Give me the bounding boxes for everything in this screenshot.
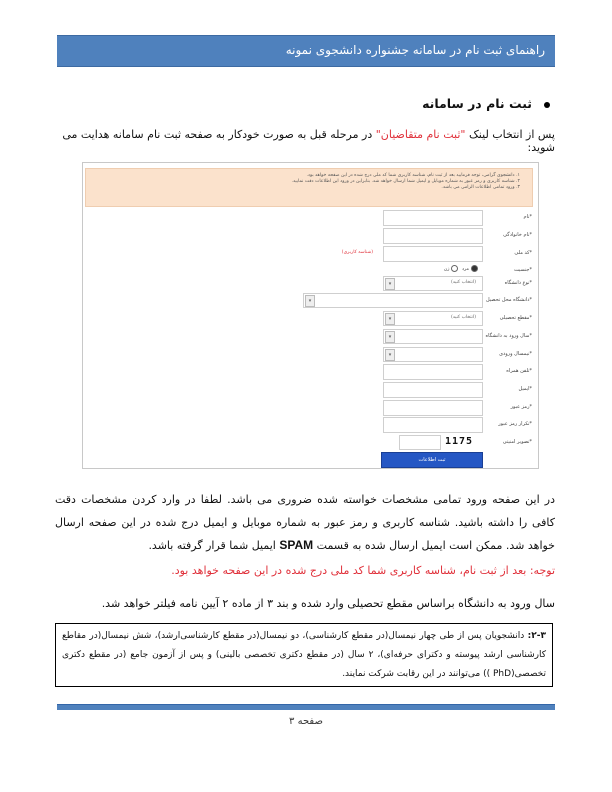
national-code-hint: (شناسه کاربری) xyxy=(341,250,373,255)
select-value: (انتخاب کنید) xyxy=(450,315,476,320)
footer-divider xyxy=(57,704,555,710)
gender-male-radio[interactable] xyxy=(471,265,478,272)
form-row-entry-year xyxy=(83,329,538,347)
register-link-ref: "ثبت نام متقاضیان" xyxy=(375,128,466,141)
bullet-icon xyxy=(544,102,550,108)
form-row-university-type xyxy=(83,276,538,294)
gender-male-label: مرد xyxy=(461,267,469,272)
notice-line: ۱. دانشجوی گرامی، توجه فرمایید بعد از ثبت نام، شناسه کاربری شما کد ملی درج شده در این صفحه خواهد بود. xyxy=(306,173,520,178)
first-name-input[interactable] xyxy=(383,210,483,226)
form-row-password-confirm xyxy=(83,417,538,435)
paragraph-text: در این صفحه ورود تمامی مشخصات خواسته شده ضروری می باشد. لطفا در وارد کردن مشخصات دقت کافی را داشته باشید. شناسه کاربری و رمز عبور به شماره موبایل و ایمیل درج شده در این صفحه ارسال خواهد شد. ممکن است ایمیل ارسال شده به قسمت xyxy=(55,493,555,552)
rule-text: دانشجویان پس از طی چهار نیمسال(در مقطع کارشناسی)، دو نیمسال(در مقطع کارشناسی‌ارشد)، شش نیمسال(در مقاطع کارشناسی ارشد پیوسته و دکترای حرفه‌ای)، ۲ سال (در مقطع دکتری تخصصی بالینی) و پس از آزمون جامع (در مقطع دکتری تخصصی(PhD )) می‌توانند در این رقابت شرکت نمایند. xyxy=(62,631,546,679)
field-label: *سال ورود به دانشگاه xyxy=(485,333,532,339)
form-row-mobile xyxy=(83,364,538,382)
instructions-paragraph xyxy=(55,488,555,557)
field-label: *تصویر امنیتی xyxy=(502,439,532,445)
national-code-input[interactable] xyxy=(383,246,483,262)
intro-after: در مرحله قبل به صورت خودکار به صفحه ثبت نام سامانه هدایت می شوید: xyxy=(62,128,555,154)
submit-button[interactable]: ثبت اطلاعات xyxy=(381,452,483,468)
notice-line: ۳. ورود تمامی اطلاعات الزامی می باشد. xyxy=(441,185,520,190)
paragraph-text-end: ایمیل شما قرار گرفته باشد. xyxy=(148,539,280,552)
captcha-input[interactable] xyxy=(399,435,441,450)
field-label: *ایمیل xyxy=(518,386,532,392)
dropdown-arrow-icon: ▾ xyxy=(385,313,395,325)
dropdown-arrow-icon: ▾ xyxy=(385,349,395,361)
spam-word: SPAM xyxy=(279,538,314,552)
mobile-input[interactable] xyxy=(383,364,483,380)
notice-line: ۲. شناسه کاربری و رمز عبور به شماره موبایل و ایمیل شما ارسال خواهد شد. بنابراین در ورود این اطلاعات دقت نمایید. xyxy=(291,179,520,184)
filter-note: سال ورود به دانشگاه براساس مقطع تحصیلی وارد شده و بند ۳ از ماده ۲ آیین نامه فیلتر خواهد شد. xyxy=(101,597,555,610)
field-label: *مقطع تحصیلی xyxy=(499,315,532,321)
entry-semester-select[interactable] xyxy=(383,347,483,362)
field-label: *نیمسال ورودی xyxy=(499,351,532,357)
field-label: *تکرار رمز عبور xyxy=(498,421,532,427)
section-heading xyxy=(422,96,550,111)
form-row-last-name xyxy=(83,228,538,246)
field-label: *جنسیت xyxy=(514,267,532,273)
section-heading-text: ثبت نام در سامانه xyxy=(422,96,532,111)
field-label: *نام خانوادگی xyxy=(503,232,532,238)
form-row-university xyxy=(83,293,538,311)
degree-select[interactable] xyxy=(383,311,483,326)
password-input[interactable] xyxy=(383,400,483,416)
university-select[interactable] xyxy=(303,293,483,308)
last-name-input[interactable] xyxy=(383,228,483,244)
registration-form-screenshot xyxy=(82,162,539,469)
gender-female-label: زن xyxy=(443,267,450,272)
rule-box xyxy=(55,623,553,687)
university-type-select[interactable] xyxy=(383,276,483,291)
form-row-password xyxy=(83,400,538,418)
field-label: *رمز عبور xyxy=(510,404,532,410)
field-label: *دانشگاه محل تحصیل xyxy=(486,297,532,303)
form-row-degree xyxy=(83,311,538,329)
password-confirm-input[interactable] xyxy=(383,417,483,433)
entry-year-select[interactable] xyxy=(383,329,483,344)
form-notice xyxy=(85,168,533,207)
intro-before: پس از انتخاب لینک xyxy=(465,128,555,141)
attention-note: توجه: بعد از ثبت نام، شناسه کاربری شما کد ملی درج شده در این صفحه خواهد بود. xyxy=(171,564,555,577)
form-row-national-code xyxy=(83,246,538,264)
intro-text xyxy=(55,128,555,154)
dropdown-arrow-icon: ▾ xyxy=(385,331,395,343)
form-row-captcha xyxy=(83,435,538,453)
field-label: *نام xyxy=(523,214,532,220)
rule-number: ۲-۳: xyxy=(527,631,546,641)
gender-radios xyxy=(444,265,480,272)
form-row-email xyxy=(83,382,538,400)
dropdown-arrow-icon: ▾ xyxy=(385,278,395,290)
form-row-entry-semester xyxy=(83,347,538,365)
field-label: *تلفن همراه xyxy=(506,368,532,374)
dropdown-arrow-icon: ▾ xyxy=(305,295,315,307)
gender-female-radio[interactable] xyxy=(451,265,458,272)
header-bar xyxy=(57,35,555,67)
captcha-image: 1175 xyxy=(444,436,474,447)
header-title: راهنمای ثبت نام در سامانه جشنواره دانشجوی نمونه xyxy=(285,43,545,57)
email-input[interactable] xyxy=(383,382,483,398)
form-row-first-name xyxy=(83,210,538,228)
select-value: (انتخاب کنید) xyxy=(450,280,476,285)
field-label: *کد ملی xyxy=(514,250,532,256)
page-number: صفحه ۳ xyxy=(289,716,323,727)
form-row-submit xyxy=(83,452,538,470)
field-label: *نوع دانشگاه xyxy=(504,280,532,286)
